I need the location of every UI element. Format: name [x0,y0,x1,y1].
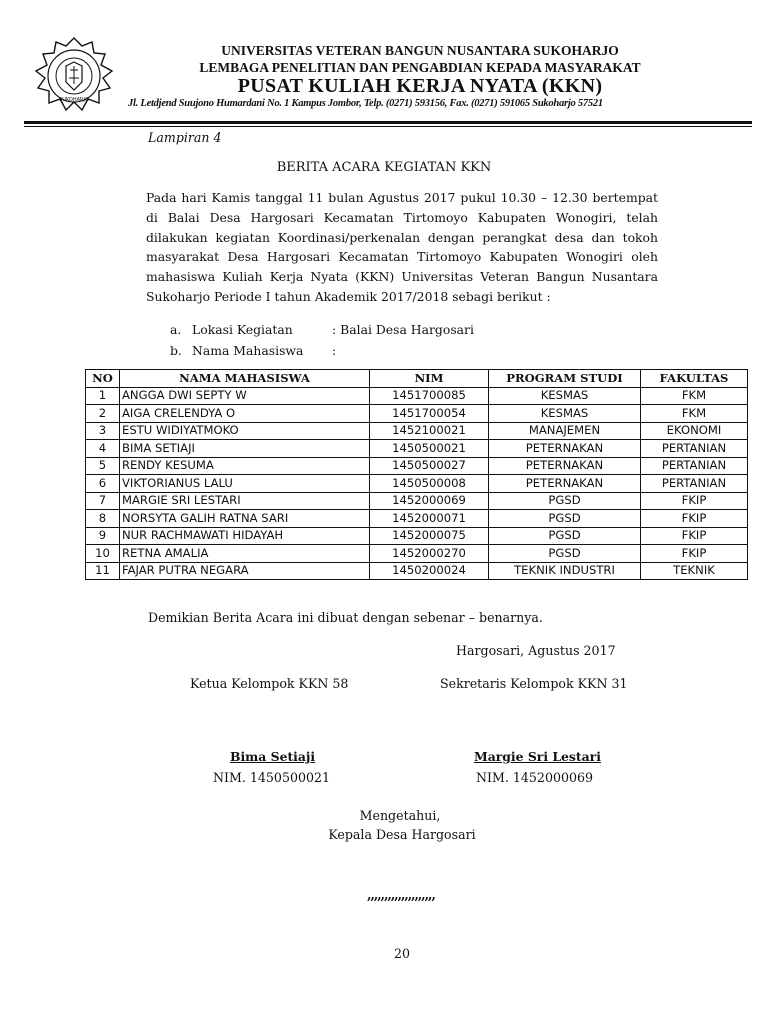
cell-no: 7 [86,492,120,510]
table-row [86,492,748,510]
cell-name: ESTU WIDIYATMOKO [120,422,370,440]
cell-program: PETERNAKAN [489,457,641,475]
student-table [85,369,748,580]
list-label: Lokasi Kegiatan [192,322,293,337]
table-row [86,457,748,475]
attachment-label: Lampiran 4 [148,130,222,145]
table-row [86,562,748,580]
right-signer-name: Margie Sri Lestari [474,749,601,764]
right-signer-nim: NIM. 1452000069 [476,770,594,785]
cell-no: 6 [86,475,120,493]
cell-program: PGSD [489,545,641,563]
address-line: Jl. Letdjend Suujono Humardani No. 1 Kampus Jombor, Telp. (0271) 593156, Fax. (0271) 591065 Sukoharjo 57521 [128,98,603,109]
cell-program: PETERNAKAN [489,475,641,493]
list-item [170,340,474,361]
cell-nim: 1450500021 [370,440,489,458]
list-item [170,319,474,340]
table-row [86,510,748,528]
cell-no: 8 [86,510,120,528]
page-number: 20 [393,946,411,961]
cell-program: PETERNAKAN [489,440,641,458]
cell-name: NUR RACHMAWATI HIDAYAH [120,527,370,545]
cell-faculty: PERTANIAN [641,475,748,493]
header-program: PROGRAM STUDI [489,370,641,388]
cell-nim: 1450500027 [370,457,489,475]
cell-faculty: FKIP [641,527,748,545]
cell-faculty: FKM [641,405,748,423]
list-marker: a. [170,322,182,337]
list-label: Nama Mahasiswa [192,343,304,358]
cell-name: FAJAR PUTRA NEGARA [120,562,370,580]
cell-no: 3 [86,422,120,440]
letterhead-rule [24,121,752,124]
cell-nim: 1450500008 [370,475,489,493]
cell-no: 1 [86,387,120,405]
cell-nim: 1450200024 [370,562,489,580]
header-no: NO [86,370,120,388]
cell-faculty: FKIP [641,510,748,528]
table-row [86,545,748,563]
cell-name: RETNA AMALIA [120,545,370,563]
cell-name: NORSYTA GALIH RATNA SARI [120,510,370,528]
cell-program: TEKNIK INDUSTRI [489,562,641,580]
cell-no: 10 [86,545,120,563]
cell-no: 2 [86,405,120,423]
cell-nim: 1451700085 [370,387,489,405]
cell-nim: 1452100021 [370,422,489,440]
header-faculty: FAKULTAS [641,370,748,388]
table-row [86,405,748,423]
header-nim: NIM [370,370,489,388]
cell-program: KESMAS [489,405,641,423]
cell-nim: 1451700054 [370,405,489,423]
cell-faculty: FKIP [641,492,748,510]
left-signer-role: Ketua Kelompok KKN 58 [190,676,349,691]
cell-faculty: TEKNIK [641,562,748,580]
cell-faculty: EKONOMI [641,422,748,440]
table-header-row [86,370,748,388]
village-head-signature: ,,,,,,,,,,,,,,,,,,,, [367,887,435,902]
seal-bottom-text: SUKOHARJO [59,97,89,103]
cell-name: MARGIE SRI LESTARI [120,492,370,510]
cell-program: MANAJEMEN [489,422,641,440]
left-signer-nim: NIM. 1450500021 [213,770,331,785]
center-name: PUSAT KULIAH KERJA NYATA (KKN) [237,75,603,97]
university-name: UNIVERSITAS VETERAN BANGUN NUSANTARA SUKOHARJO [221,43,619,58]
cell-program: KESMAS [489,387,641,405]
detail-list [170,319,474,361]
cell-no: 4 [86,440,120,458]
cell-name: AIGA CRELENDYA O [120,405,370,423]
cell-name: ANGGA DWI SEPTY W [120,387,370,405]
cell-nim: 1452000075 [370,527,489,545]
right-signer-role: Sekretaris Kelompok KKN 31 [440,676,628,691]
cell-no: 11 [86,562,120,580]
cell-program: PGSD [489,492,641,510]
cell-faculty: PERTANIAN [641,440,748,458]
header-name: NAMA MAHASISWA [120,370,370,388]
institute-name: LEMBAGA PENELITIAN DAN PENGABDIAN KEPADA MASYARAKAT [199,60,641,75]
closing-statement: Demikian Berita Acara ini dibuat dengan sebenar – benarnya. [148,610,543,625]
cell-no: 5 [86,457,120,475]
left-signer-name: Bima Setiaji [230,749,316,764]
cell-name: BIMA SETIAJI [120,440,370,458]
cell-name: RENDY KESUMA [120,457,370,475]
cell-nim: 1452000071 [370,510,489,528]
university-seal-icon [30,36,118,116]
village-head-title: Kepala Desa Hargosari [328,827,476,842]
cell-nim: 1452000270 [370,545,489,563]
table-row [86,475,748,493]
list-value: : [332,343,337,358]
document-title: BERITA ACARA KEGIATAN KKN [276,160,492,175]
cell-program: PGSD [489,527,641,545]
letterhead-rule-thin [24,126,752,127]
table-row [86,422,748,440]
cell-name: VIKTORIANUS LALU [120,475,370,493]
intro-paragraph: Pada hari Kamis tanggal 11 bulan Agustus 2017 pukul 10.30 – 12.30 bertempat di Balai Desa Hargosari Kecamatan Tirtomoyo Kabupaten Wonogiri, telah dilakukan kegiatan Koordinasi/perkenalan dengan perangkat desa dan tokoh masyarakat Desa Hargosari Kecamatan Tirtomoyo Kabupaten Wonogiri oleh mahasiswa Kuliah Kerja Nyata (KKN) Universitas Veteran Bangun Nusantara Sukoharjo Periode I tahun Akademik 2017/2018 sebagi berikut : [146,190,658,304]
table-row [86,440,748,458]
cell-nim: 1452000069 [370,492,489,510]
cell-faculty: FKIP [641,545,748,563]
cell-faculty: FKM [641,387,748,405]
place-date: Hargosari, Agustus 2017 [456,643,616,658]
cell-faculty: PERTANIAN [641,457,748,475]
cell-program: PGSD [489,510,641,528]
acknowledged-label: Mengetahui, [359,808,441,823]
list-marker: b. [170,343,182,358]
list-value: : Balai Desa Hargosari [332,322,474,337]
table-row [86,527,748,545]
table-row [86,387,748,405]
cell-no: 9 [86,527,120,545]
